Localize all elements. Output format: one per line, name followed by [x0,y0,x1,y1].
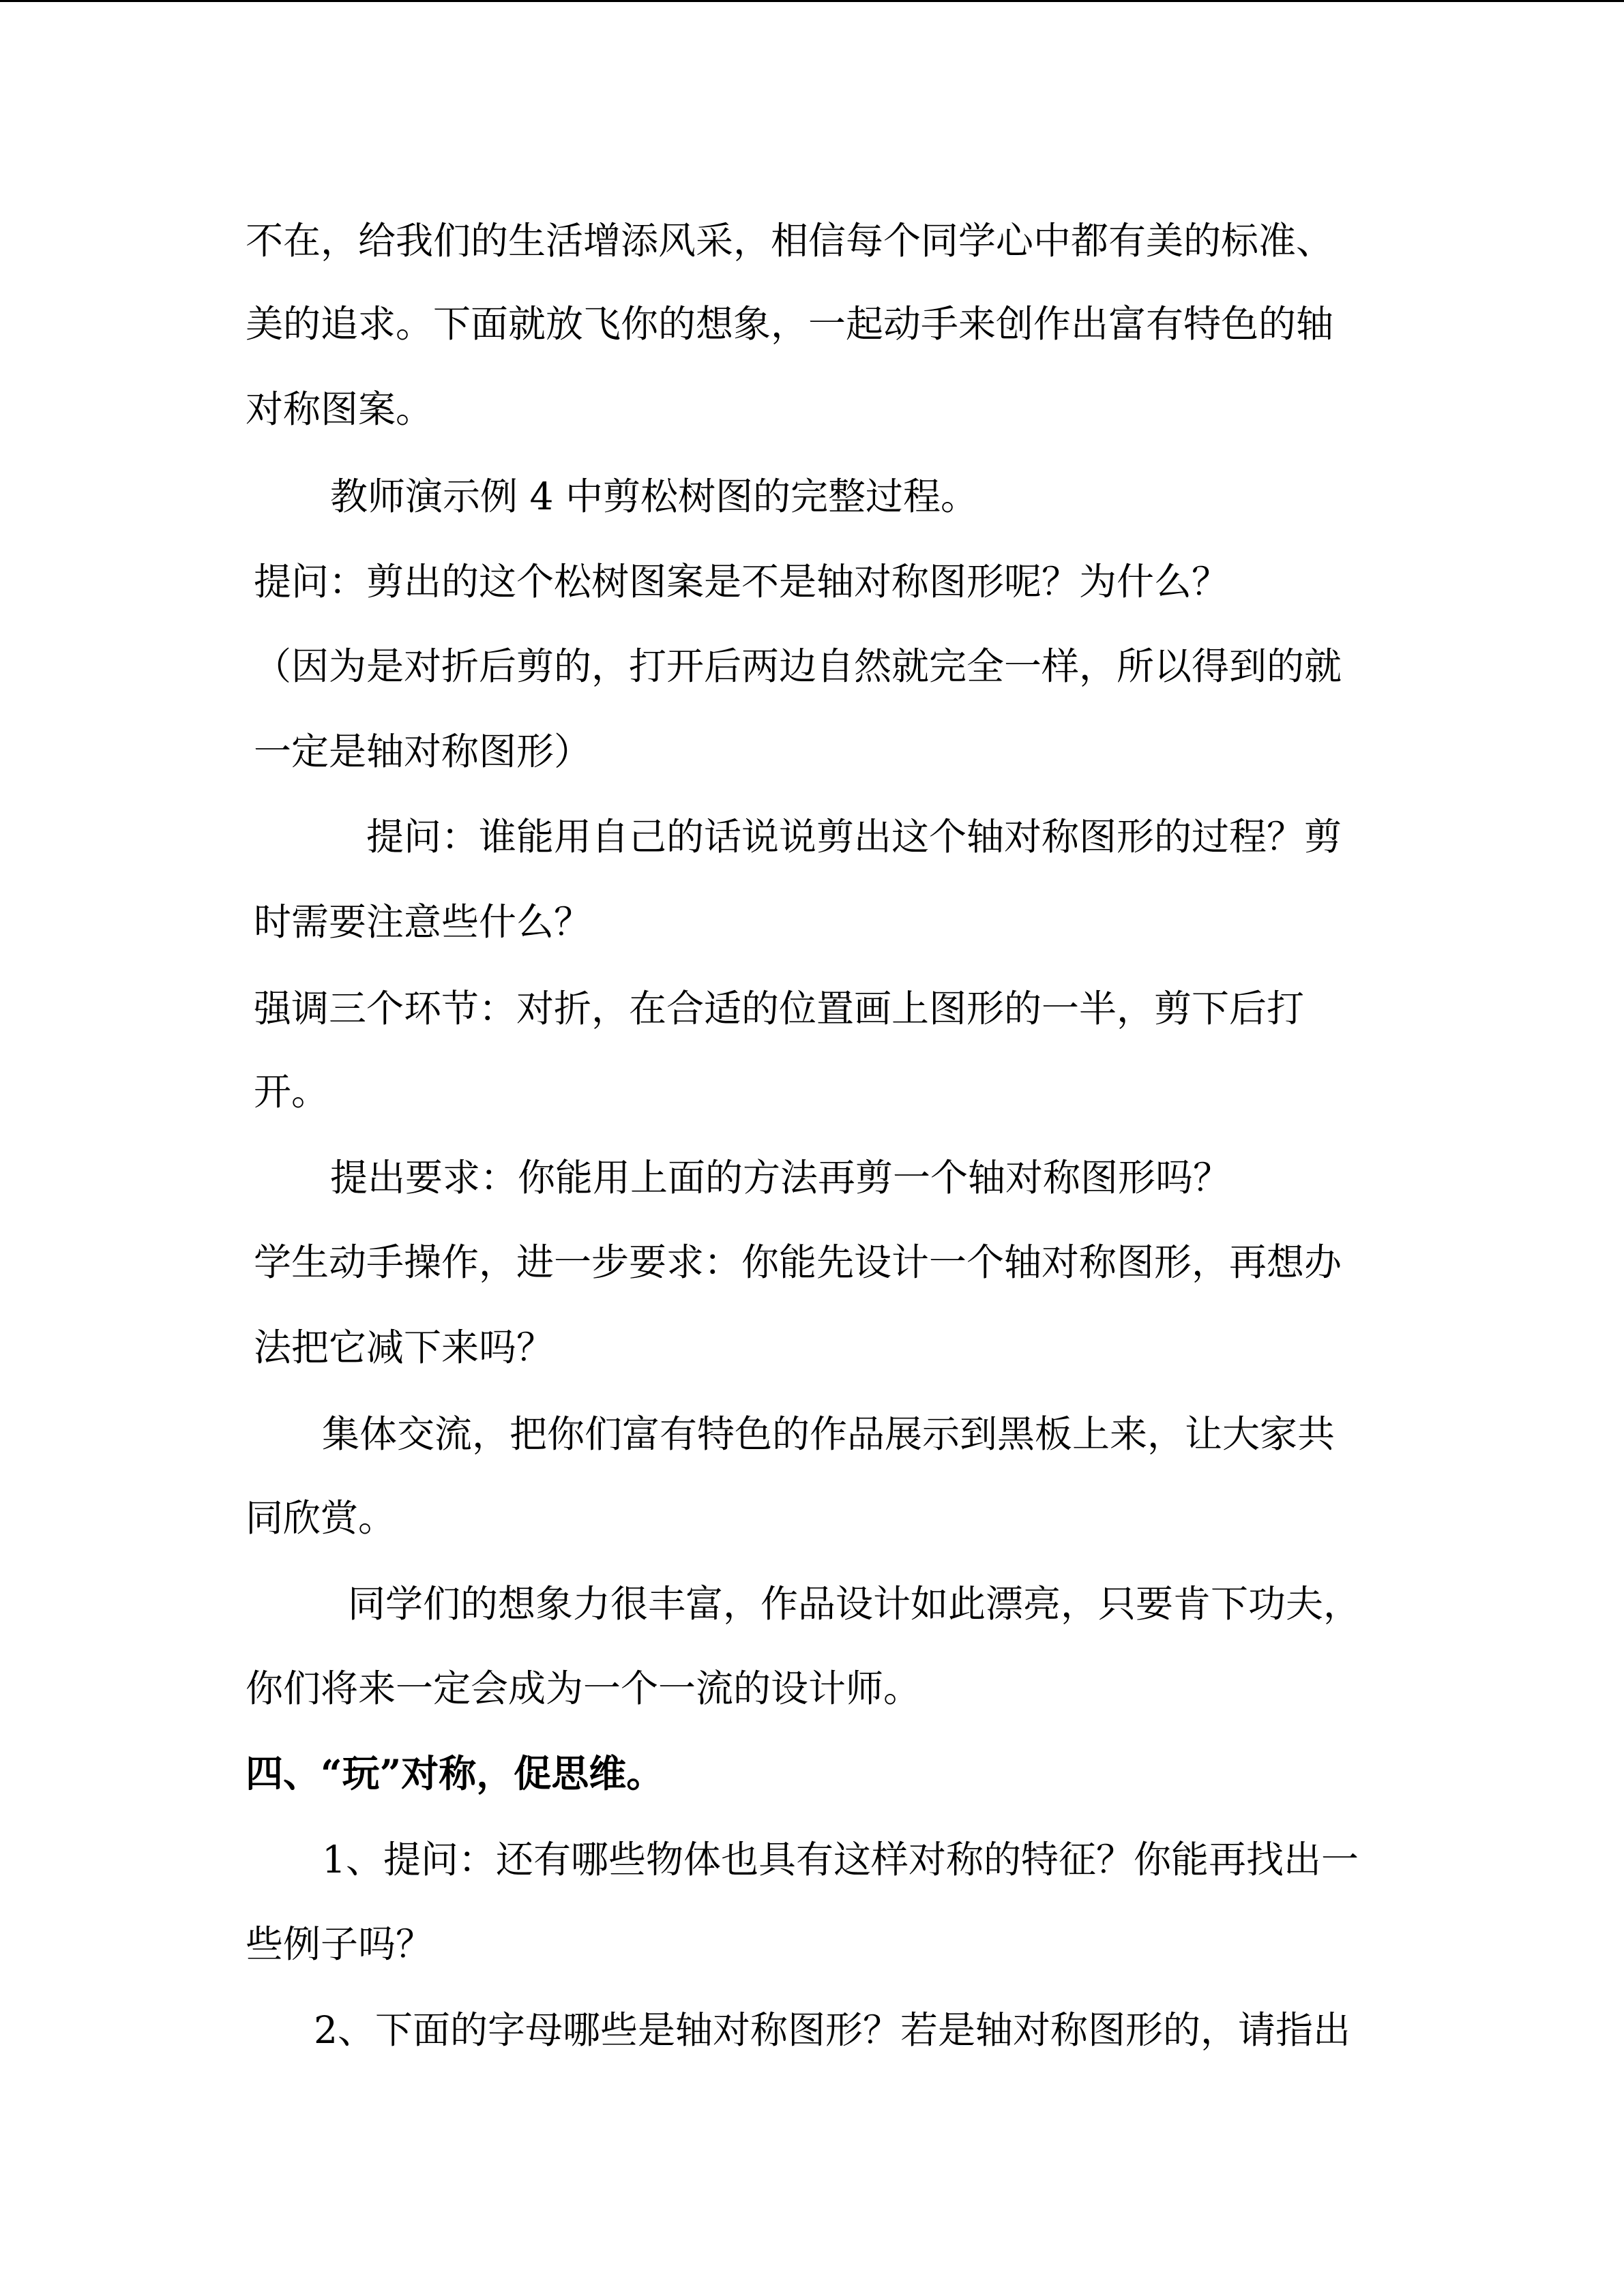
paragraph-line-13: 学生动手操作，进一步要求：你能先设计一个轴对称图形，再想办 [254,1240,1342,1284]
paragraph-line-21: 些例子吗？ [246,1922,434,1966]
paragraph-line-7: 一定是轴对称图形） [254,730,592,773]
paragraph-line-2: 美的追求。下面就放飞你的想象，一起动手来创作出富有特色的轴 [246,302,1334,346]
paragraph-line-1: 不在，给我们的生活增添风采，相信每个同学心中都有美的标准、 [246,219,1334,263]
paragraph-line-18: 你们将来一定会成为一个一流的设计师。 [246,1667,921,1710]
page-top-border [0,0,1624,2]
paragraph-line-5: 提问：剪出的这个松树图案是不是轴对称图形呢？为什么？ [254,560,1230,603]
paragraph-line-3: 对称图案。 [246,387,434,431]
paragraph-line-11: 开。 [254,1070,329,1114]
paragraph-line-22: 2、下面的字母哪些是轴对称图形？若是轴对称图形的，请指出 [314,2008,1350,2052]
paragraph-line-15: 集体交流，把你们富有特色的作品展示到黑板上来，让大家共 [322,1412,1335,1456]
paragraph-line-16: 同欣赏。 [246,1496,396,1540]
paragraph-line-8: 提问：谁能用自己的话说说剪出这个轴对称图形的过程？剪 [366,815,1342,859]
paragraph-line-9: 时需要注意些什么？ [254,900,592,944]
paragraph-line-14: 法把它减下来吗？ [254,1326,555,1369]
paragraph-line-10: 强调三个环节：对折，在合适的位置画上图形的一半，剪下后打 [254,987,1305,1030]
paragraph-line-4: 教师演示例 4 中剪松树图的完整过程。 [330,475,978,518]
section-heading: 四、“玩”对称，促思维。 [246,1751,664,1795]
paragraph-line-12: 提出要求：你能用上面的方法再剪一个轴对称图形吗？ [330,1156,1231,1199]
paragraph-line-20: 1、提问：还有哪些物体也具有这样对称的特征？你能再找出一 [322,1838,1359,1881]
paragraph-line-6: （因为是对折后剪的，打开后两边自然就完全一样，所以得到的就 [254,644,1342,688]
paragraph-line-17: 同学们的想象力很丰富，作品设计如此漂亮，只要肯下功夫， [348,1582,1361,1626]
